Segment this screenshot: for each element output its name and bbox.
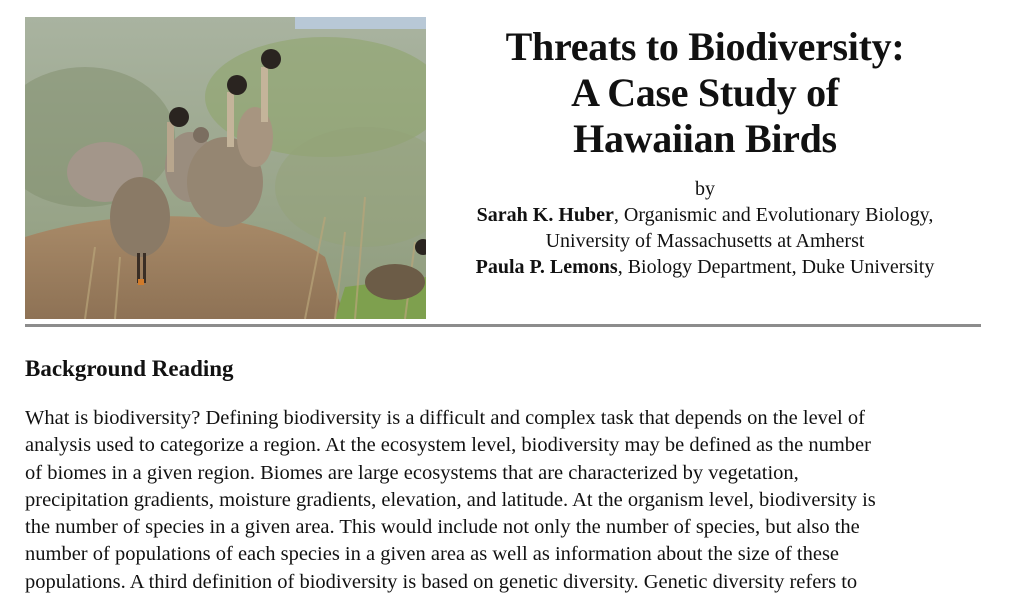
paragraph-line: populations. A third definition of biodiversity is based on genetic diversity. Genetic diversity refers to (25, 570, 858, 593)
title-line-2: A Case Study of (571, 70, 839, 115)
paragraph-line: of biomes in a given region. Biomes are large ecosystems that are characterized by vegetation, (25, 461, 799, 484)
paragraph-line: analysis used to categorize a region. At the ecosystem level, biodiversity may be defined as the number (25, 434, 871, 457)
body-paragraph (25, 405, 985, 596)
title-line-1: Threats to Biodiversity: (505, 24, 905, 69)
author-1-line (430, 202, 980, 228)
author-1-name: Sarah K. Huber (476, 204, 614, 226)
section-heading: Background Reading (25, 356, 234, 381)
author-1-affiliation-line-2: University of Massachusetts at Amherst (545, 230, 865, 252)
author-2-name: Paula P. Lemons (475, 256, 618, 278)
horizontal-divider (25, 324, 981, 327)
title-line-3: Hawaiian Birds (573, 116, 837, 161)
author-2-affiliation: , Biology Department, Duke University (617, 256, 935, 278)
paragraph-line: What is biodiversity? Defining biodiversity is a difficult and complex task that depends on the level of (25, 407, 865, 429)
document-title (430, 24, 980, 162)
byline (430, 176, 980, 280)
hawaiian-geese-photo (25, 17, 426, 319)
author-2-line (430, 254, 980, 280)
by-label: by (695, 178, 715, 200)
paragraph-line: precipitation gradients, moisture gradients, elevation, and latitude. At the organism level, biodiversity is (25, 488, 876, 511)
author-1-affiliation: , Organismic and Evolutionary Biology, (613, 204, 934, 226)
paragraph-line: the number of species in a given area. This would include not only the number of species, but also the (25, 516, 860, 539)
title-block (430, 24, 980, 280)
paragraph-line: number of populations of each species in a given area as well as information about the size of these (25, 543, 840, 566)
